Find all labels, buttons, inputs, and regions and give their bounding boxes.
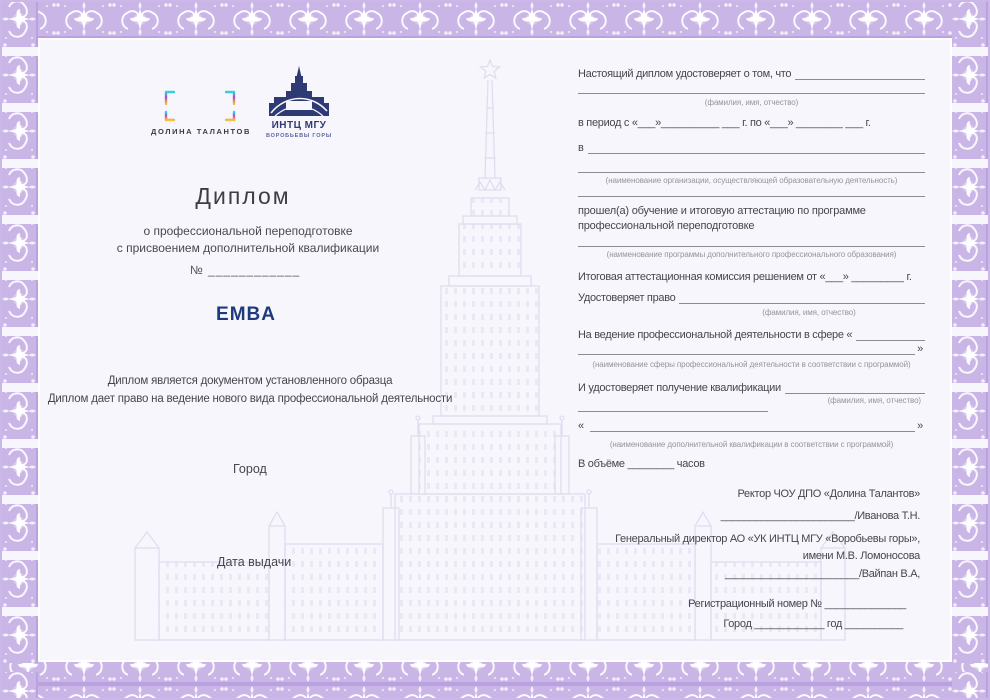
intc-mgu-building-icon [268, 66, 330, 118]
director-signature-line: _______________________/Вайпан В.А, [725, 568, 920, 580]
talents-valley-building-icon [162, 64, 238, 124]
city-label: Город [233, 462, 267, 476]
certifies-label: Настоящий диплом удостоверяет о том, что [578, 68, 792, 80]
volume-row [578, 458, 925, 470]
diploma-note-2: Диплом дает право на ведение нового вида профессиональной деятельности [47, 393, 453, 405]
intc-mgu-logo-caption: ВОРОБЬЕВЫ ГОРЫ [265, 133, 333, 139]
period-row [578, 117, 925, 129]
qualification-row [578, 382, 925, 394]
sphere-prefix: На ведение профессиональной деятельности в сфере « [578, 329, 853, 341]
organization-blank-line2 [578, 172, 925, 173]
diploma-number-blank: № ____________ [189, 263, 301, 277]
city-year-line: Город ____________ год __________ [723, 618, 903, 630]
rector-signature-line: _______________________/Иванова Т.Н. [720, 510, 920, 522]
certifies-row [578, 68, 925, 80]
sphere-close-quote: » [917, 343, 923, 355]
qualification-open-quote: « [578, 420, 584, 432]
sphere-caption: (наименование сферы профессиональной деятельности в соответствии с программой) [592, 360, 911, 369]
fio-caption-2: (фамилия, имя, отчество) [762, 308, 856, 317]
registration-number-line: Регистрационный номер № ______________ [688, 598, 906, 610]
commission-row [578, 271, 925, 283]
qualification-name-row [578, 420, 925, 432]
program-name: EMBA [216, 304, 276, 325]
right-row [578, 292, 925, 304]
qualification-blank-line2 [578, 411, 768, 412]
qualification-caption: (наименование дополнительной квалификации в соответствии с программой) [609, 440, 894, 449]
name-blank-line2 [578, 93, 925, 94]
qualification-blank [785, 382, 925, 394]
organization-blank-line3 [578, 196, 925, 197]
director-title-2: имени М.В. Ломоносова [802, 550, 920, 562]
diploma-title: Диплом [195, 183, 291, 209]
period-label: в период с «___»__________ ___ г. по «___» ________ ___ г. [578, 117, 871, 129]
right-holder-blank [679, 292, 925, 304]
rector-title: Ректор ЧОУ ДПО «Долина Талантов» [737, 488, 920, 500]
qualification-name-blank [590, 420, 915, 432]
intc-mgu-logo-title: ИНТЦ МГУ [271, 120, 327, 131]
fio-caption-1: (фамилия, имя, отчество) [704, 98, 799, 107]
qualification-prefix: И удостоверяет получение квалификации [578, 382, 781, 394]
qualification-close-quote: » [917, 420, 923, 432]
sphere-blank-2 [578, 343, 915, 355]
commission-label: Итоговая аттестационная комиссия решением от «___» _________ г. [578, 271, 912, 283]
passed-text: прошел(а) обучение и итоговую аттестацию по программе профессиональной переподготовке [578, 205, 866, 232]
talents-valley-logo [162, 64, 238, 129]
form-column [578, 0, 925, 700]
program-caption: (наименование программы дополнительного профессионального образования) [606, 250, 897, 259]
issue-date-label: Дата выдачи [217, 555, 292, 569]
diploma-note-1: Диплом является документом установленного образца [107, 375, 393, 387]
fio-caption-3: (фамилия, имя, отчество) [827, 396, 921, 405]
right-prefix: Удостоверяет право [578, 292, 676, 304]
organization-blank [588, 142, 925, 154]
sphere-blank [856, 329, 925, 341]
sphere-row [578, 329, 925, 341]
organization-row [578, 142, 925, 154]
sphere-row-2 [578, 343, 925, 355]
director-title: Генеральный директор АО «УК ИНТЦ МГУ «Воробьевы горы», [615, 533, 920, 545]
in-prefix: в [578, 142, 584, 154]
talents-valley-logo-caption: ДОЛИНА ТАЛАНТОВ [151, 127, 251, 136]
diploma-subtitle-2: с присвоением дополнительной квалификации [116, 241, 380, 255]
intc-mgu-logo [268, 66, 330, 123]
volume-label: В объёме ________ часов [578, 458, 705, 470]
program-blank-line [578, 246, 925, 247]
organization-caption: (наименование организации, осуществляющей образовательную деятельность) [605, 176, 898, 185]
diploma-subtitle-1: о профессиональной переподготовке [143, 224, 353, 238]
name-blank [795, 68, 925, 80]
